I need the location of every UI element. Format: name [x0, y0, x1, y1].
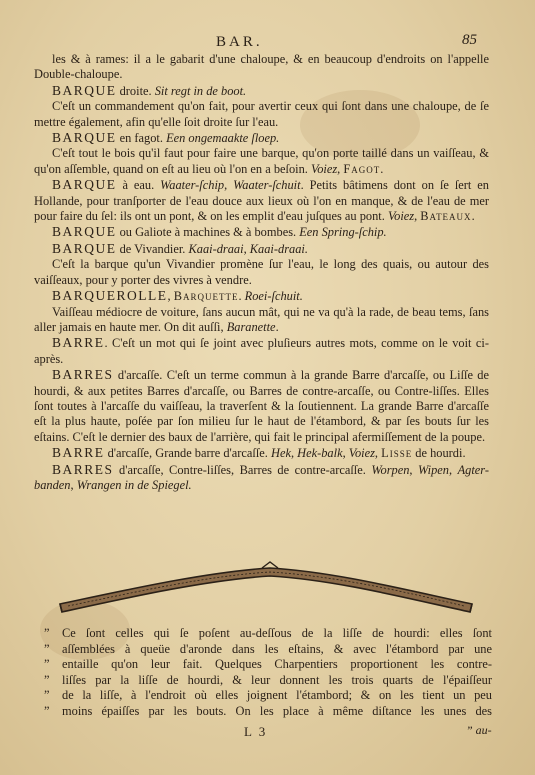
dutch-term: Een Spring-ſchip. [299, 225, 387, 240]
page-header [0, 34, 535, 52]
dutch-term: Worpen [371, 462, 410, 477]
dutch-term: Agter-banden [34, 462, 489, 492]
quoted-passage [44, 626, 492, 720]
quote-mark: ” [44, 626, 50, 640]
quote-text: aſſemblées à queüe d'aronde dans les eſtains, & avec l'étambord par une [62, 641, 492, 656]
dutch-term: Sit regt in de boot. [154, 83, 247, 98]
entry-paragraph [34, 288, 489, 304]
running-head: BAR. [216, 34, 263, 50]
arcasse-bar-illustration [56, 560, 476, 620]
entry-paragraph [34, 146, 489, 177]
entry-text: C'eſt la barque qu'un Vivandier promène ſur l'eau, le long des quais, ou autour des vaiſſeaux, pour y porter des vivres à vendre. [34, 257, 489, 287]
quote-line [44, 642, 492, 658]
entry-paragraph [34, 83, 489, 99]
cross-reference: Bateaux [420, 209, 472, 224]
entry-paragraph [34, 224, 489, 240]
entry-text: . [380, 161, 384, 176]
quote-mark: ” [44, 672, 50, 687]
entry-text: , [409, 462, 418, 477]
dutch-term: Hek-balk [297, 446, 343, 461]
headword: BARQUEROLLE [52, 288, 168, 304]
entry-text: . C'eſt un mot qui ſe joint avec pluſieurs autres mots, comme on le voit ci-après. [34, 336, 489, 366]
entry-paragraph [34, 462, 489, 494]
quote-line [44, 688, 492, 704]
entry-text: d'arcaſſe. C'eſt un terme commun à la grande Barre d'arcaſſe, ou Liſſe de hourdi, & aux petites Barres d'arcaſſe, ou Barres de contre-arcaſſe, ou Contre-liſſes. Elles ſont toutes à l'arcaſſe du vaiſſeau, la traverſent & la ſoutiennent. La grande Barre d'arcaſſe eſt la plus haute, poſée par ſon milieu ſur le haut de l'étambord, & par ſes bouts ſur les eſtains. C'eſt le dernier des baux de l'arrière, qui fait le principal afermiſſement de la poupe. [34, 368, 489, 444]
entry-paragraph [34, 241, 489, 257]
headword: BARRES [52, 461, 114, 477]
entry-text: de Vivandier. [116, 241, 189, 256]
entry-paragraph [34, 99, 489, 130]
entry-text: en fagot. [116, 131, 167, 146]
headword: BARQUE [52, 240, 117, 256]
entry-text: , [337, 161, 344, 176]
entry-text: Vaiſſeau médiocre de voiture, ſans aucun mât, qui ne va qu'à la rade, de beau tems, ſans aller jamais en haute mer. On dit auſſi, [34, 304, 489, 334]
entry-paragraph [34, 445, 489, 461]
quote-text: liſſes par la liſſe de hourdi, & leur donnent les trois quarts de l'épaiſſeur [62, 672, 492, 687]
entry-paragraph [34, 257, 489, 288]
dutch-term: Kaai-draai [188, 241, 244, 256]
entry-paragraph [34, 305, 489, 336]
quote-line [44, 657, 492, 673]
dictionary-entries [34, 52, 489, 493]
entry-text: , [290, 446, 298, 461]
dutch-term: Hek [271, 446, 291, 461]
entry-text: droite. [116, 83, 155, 98]
entry-text: à eau. [116, 178, 161, 193]
entry-text: . Petits bâtimens dont on ſe ſert en Hollande, pour tranſporter de l'eau douce aux lieux où l'on en manque, & de l'eau de mer pour faire du ſel: ils ont un pont, & on les emplit d'eau juſques au pont. [34, 178, 489, 224]
headword: BARRE [52, 335, 105, 351]
entry-text: , [342, 446, 349, 461]
entry-text: , [374, 446, 382, 461]
entry-text: de hourdi. [412, 446, 466, 461]
signature-mark: L 3 [244, 724, 268, 739]
quote-line [44, 704, 492, 720]
quote-line [44, 626, 492, 642]
entry-text: les & à rames: il a le gabarit d'une chaloupe, & en beaucoup d'endroits on l'appelle Double-chaloupe. [34, 52, 489, 82]
entry-text: , [224, 178, 234, 193]
dutch-term: Een ongemaakte ſloep. [166, 131, 280, 146]
entry-text: d'arcaſſe, Contre-liſſes, Barres de contre-arcaſſe. [113, 462, 372, 477]
entry-text: , [243, 241, 250, 256]
entry-paragraph [34, 335, 489, 367]
page-number: 85 [462, 32, 477, 48]
entry-text: . [238, 289, 245, 304]
quote-text: Ce ſont celles qui ſe poſent au-deſſous de la liſſe de hourdi: elles ſont [62, 626, 492, 640]
dutch-term: Baranette [226, 319, 276, 334]
entry-paragraph [34, 177, 489, 224]
quote-line [44, 673, 492, 689]
entry-text: , [448, 462, 458, 477]
dutch-term: Kaai-draai. [249, 241, 308, 256]
dutch-term: Waater-ſchip [160, 178, 225, 193]
dutch-term: Voiez [348, 446, 375, 461]
headword: BARRES [52, 367, 114, 383]
headword: BARRE [52, 445, 105, 461]
entry-text: , [70, 477, 77, 492]
entry-text: . [471, 209, 475, 224]
headword: BARQUE [52, 224, 117, 240]
cross-reference: Lisse [381, 446, 413, 461]
entry-paragraph [34, 52, 489, 83]
entry-paragraph [34, 130, 489, 146]
entry-text: , [167, 289, 174, 304]
dutch-term: Roei-ſchuit. [244, 289, 303, 304]
quote-text: entaille qu'on leur fait. Quelques Charpentiers proportionent les contre- [62, 657, 492, 672]
dutch-term: Voiez [311, 161, 338, 176]
dutch-term: Voiez [387, 209, 415, 224]
sternpost-notch [262, 562, 278, 568]
quote-mark: ” [44, 657, 50, 672]
entry-text: d'arcaſſe, Grande barre d'arcaſſe. [104, 446, 271, 461]
entry-text: C'eſt tout le bois qu'il faut pour faire une barque, qu'on porte taillé dans un vaiſſeau, & qu'on aſſemble, quand on eſt au lieu où l'on en a beſoin. [34, 146, 489, 176]
dutch-term: Wrangen in de Spiegel. [76, 477, 192, 492]
entry-text: . [275, 319, 279, 334]
quote-text: moins épaiſſes par les bouts. On les place à même diſtance les unes des [62, 703, 492, 718]
entry-text: C'eſt un commandement qu'on fait, pour avertir ceux qui ſont dans une chaloupe, de ſe mettre également, afin qu'elle ſoit droite ſur l'eau. [34, 99, 489, 129]
dutch-term: Waater-ſchuit [233, 178, 301, 193]
dutch-term: Wipen [418, 462, 449, 477]
headword: BARQUE [52, 177, 117, 193]
quote-mark: ” [44, 703, 50, 718]
quote-mark: ” [44, 688, 50, 703]
entry-paragraph [34, 367, 489, 445]
entry-text: , [414, 209, 421, 224]
bar-outline [60, 568, 472, 612]
cross-reference: Fagot [343, 161, 381, 176]
headword: BARQUE [52, 82, 117, 98]
headword: BARQUE [52, 130, 117, 146]
quote-text: de la liſſe, à l'endroit où elles joignent l'étambord; & on les tient un peu [62, 688, 492, 703]
quote-mark: ” [44, 641, 50, 656]
catchword: ” au- [466, 723, 492, 737]
cross-reference: Barquette [173, 289, 239, 304]
entry-text: ou Galiote à machines & à bombes. [116, 225, 300, 240]
